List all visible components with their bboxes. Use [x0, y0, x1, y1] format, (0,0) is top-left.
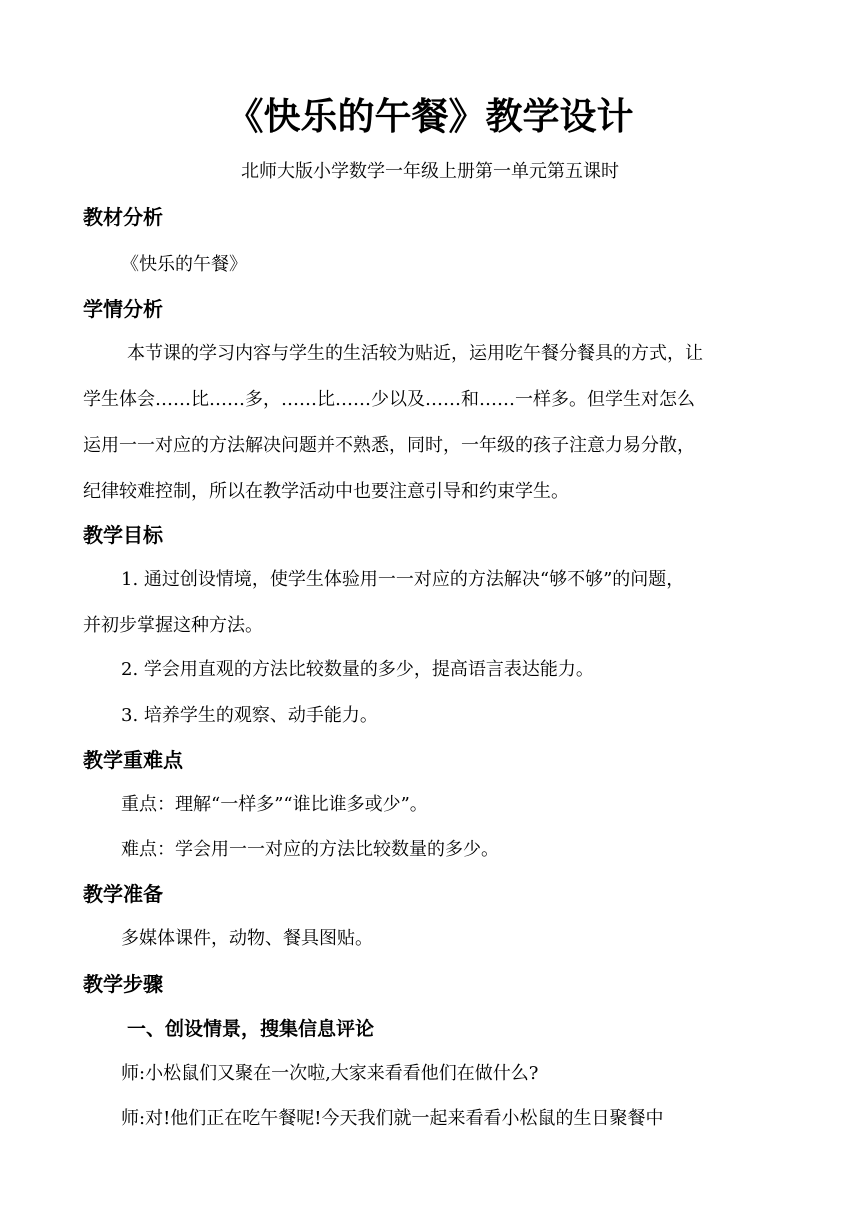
key-difficulty-text: 难点：学会用一一对应的方法比较数量的多少。: [121, 839, 499, 860]
material-text: 《快乐的午餐》: [121, 254, 247, 275]
student-analysis-line-3: 运用一一对应的方法解决问题并不熟悉，同时，一年级的孩子注意力易分散，: [83, 435, 695, 456]
goal-item-1-line-1: 1. 通过创设情境，使学生体验用一一对应的方法解决“够不够”的问题，: [121, 569, 685, 590]
step-1-line-1: 师:小松鼠们又聚在一次啦,大家来看看他们在做什么?: [121, 1063, 539, 1084]
heading-key-points: 教学重难点: [83, 748, 183, 772]
document-subtitle: 北师大版小学数学一年级上册第一单元第五课时: [241, 161, 619, 182]
heading-material-analysis: 教材分析: [83, 205, 163, 229]
goal-item-1-line-2: 并初步掌握这种方法。: [83, 615, 263, 636]
heading-teaching-steps: 教学步骤: [83, 972, 163, 996]
goal-item-2: 2. 学会用直观的方法比较数量的多少，提高语言表达能力。: [121, 659, 594, 680]
heading-student-analysis: 学情分析: [83, 297, 163, 321]
preparation-text: 多媒体课件，动物、餐具图贴。: [121, 928, 373, 949]
student-analysis-line-2: 学生体会……比……多，……比……少以及……和……一样多。但学生对怎么: [83, 389, 695, 410]
student-analysis-line-4: 纪律较难控制，所以在教学活动中也要注意引导和约束学生。: [83, 481, 569, 502]
step-1-line-2: 师:对!他们正在吃午餐呢!今天我们就一起来看看小松鼠的生日聚餐中: [121, 1108, 664, 1129]
student-analysis-line-1: 本节课的学习内容与学生的生活较为贴近，运用吃午餐分餐具的方式，让: [127, 343, 703, 364]
document-title: 《快乐的午餐》教学设计: [226, 95, 634, 138]
heading-teaching-goals: 教学目标: [83, 523, 163, 547]
key-focus-text: 重点：理解“一样多”“谁比谁多或少”。: [121, 794, 428, 815]
heading-preparation: 教学准备: [83, 882, 163, 906]
step-1-title: 一、创设情景，搜集信息评论: [127, 1018, 375, 1040]
goal-item-3: 3. 培养学生的观察、动手能力。: [121, 705, 378, 726]
